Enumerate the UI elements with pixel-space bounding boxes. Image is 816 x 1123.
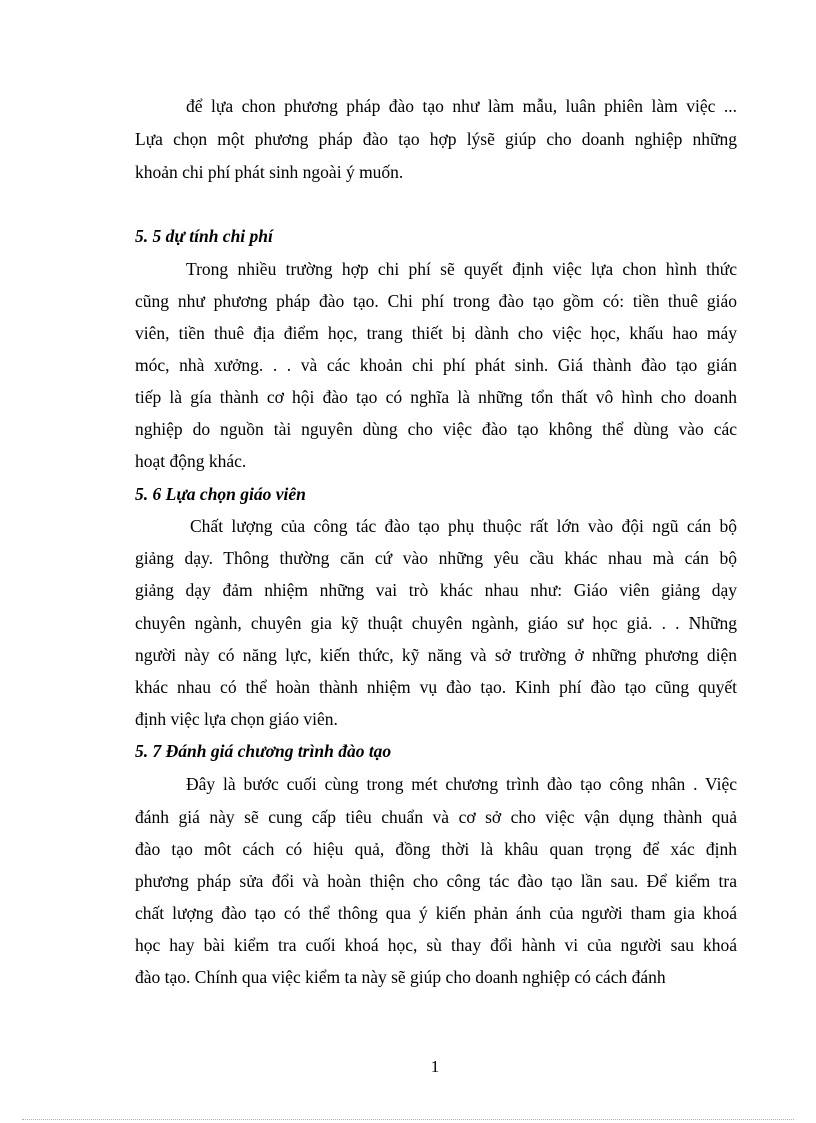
section-5-6-line-4: chuyên ngành, chuyên gia kỹ thuật chuyên ngành, giáo sư học giả. . . Những <box>135 613 737 633</box>
section-5-6-line-2: giảng dạy. Thông thường căn cứ vào những yêu cầu khác nhau mà cán bộ <box>135 548 737 568</box>
section-5-5-line-4: móc, nhà xưởng. . . và các khoản chi phí phát sinh. Giá thành đào tạo gián <box>135 355 737 375</box>
section-5-5-heading: 5. 5 dự tính chi phí <box>135 226 273 246</box>
section-5-5-line-2: cũng như phương pháp đào tạo. Chi phí trong đào tạo gồm có: tiền thuê giáo <box>135 291 737 311</box>
section-5-7-line-7: đào tạo. Chính qua việc kiểm ta này sẽ giúp cho doanh nghiệp có cách đánh <box>135 967 666 987</box>
section-5-7-line-2: đánh giá này sẽ cung cấp tiêu chuẩn và cơ sở cho việc vận dụng thành quả <box>135 807 737 827</box>
section-5-5-line-1: Trong nhiều trường hợp chi phí sẽ quyết định việc lựa chon hình thức <box>186 259 737 279</box>
section-5-5-line-5: tiếp là gía thành cơ hội đào tạo có nghĩa là những tổn thất vô hình cho doanh <box>135 387 737 407</box>
section-5-6-line-6: khác nhau có thể hoàn thành nhiệm vụ đào tạo. Kinh phí đào tạo cũng quyết <box>135 677 737 697</box>
section-5-7-line-3: đào tạo môt cách có hiệu quả, đồng thời là khâu quan trọng để xác định <box>135 839 737 859</box>
section-5-6-line-5: người này có năng lực, kiến thức, kỹ năng và sở trường ở những phương diện <box>135 645 737 665</box>
section-5-7-line-1: Đây là bước cuối cùng trong mét chương trình đào tạo công nhân . Việc <box>186 774 737 794</box>
footer-divider <box>22 1119 794 1120</box>
intro-line-3: khoản chi phí phát sinh ngoài ý muốn. <box>135 162 404 182</box>
section-5-7-line-5: chất lượng đào tạo có thể thông qua ý kiến phản ánh của người tham gia khoá <box>135 903 737 923</box>
section-5-7-heading: 5. 7 Đánh giá chương trình đào tạo <box>135 741 392 761</box>
section-5-6-line-7: định việc lựa chọn giáo viên. <box>135 709 338 729</box>
intro-line-1: để lựa chon phương pháp đào tạo như làm mẫu, luân phiên làm việc ... <box>186 96 737 116</box>
section-5-6-heading: 5. 6 Lựa chọn giáo viên <box>135 484 306 504</box>
section-5-5-line-6: nghiệp do nguồn tài nguyên dùng cho việc đào tạo không thể dùng vào các <box>135 419 737 439</box>
section-5-6-line-1: Chất lượng của công tác đào tạo phụ thuộc rất lớn vào đội ngũ cán bộ <box>190 516 737 536</box>
section-5-7-line-4: phương pháp sửa đổi và hoàn thiện cho công tác đào tạo lần sau. Để kiểm tra <box>135 871 737 891</box>
page-number: 1 <box>430 1057 440 1076</box>
intro-line-2: Lựa chọn một phương pháp đào tạo hợp lýsẽ giúp cho doanh nghiệp những <box>135 129 737 149</box>
section-5-7-line-6: học hay bài kiểm tra cuối khoá học, sù thay đổi hành vi của người sau khoá <box>135 935 737 955</box>
section-5-5-line-3: viên, tiền thuê địa điểm học, trang thiết bị dành cho việc học, khấu hao máy <box>135 323 737 343</box>
section-5-5-line-7: hoạt động khác. <box>135 451 247 471</box>
section-5-6-line-3: giảng dạy đảm nhiệm những vai trò khác nhau như: Giáo viên giảng dạy <box>135 580 737 600</box>
